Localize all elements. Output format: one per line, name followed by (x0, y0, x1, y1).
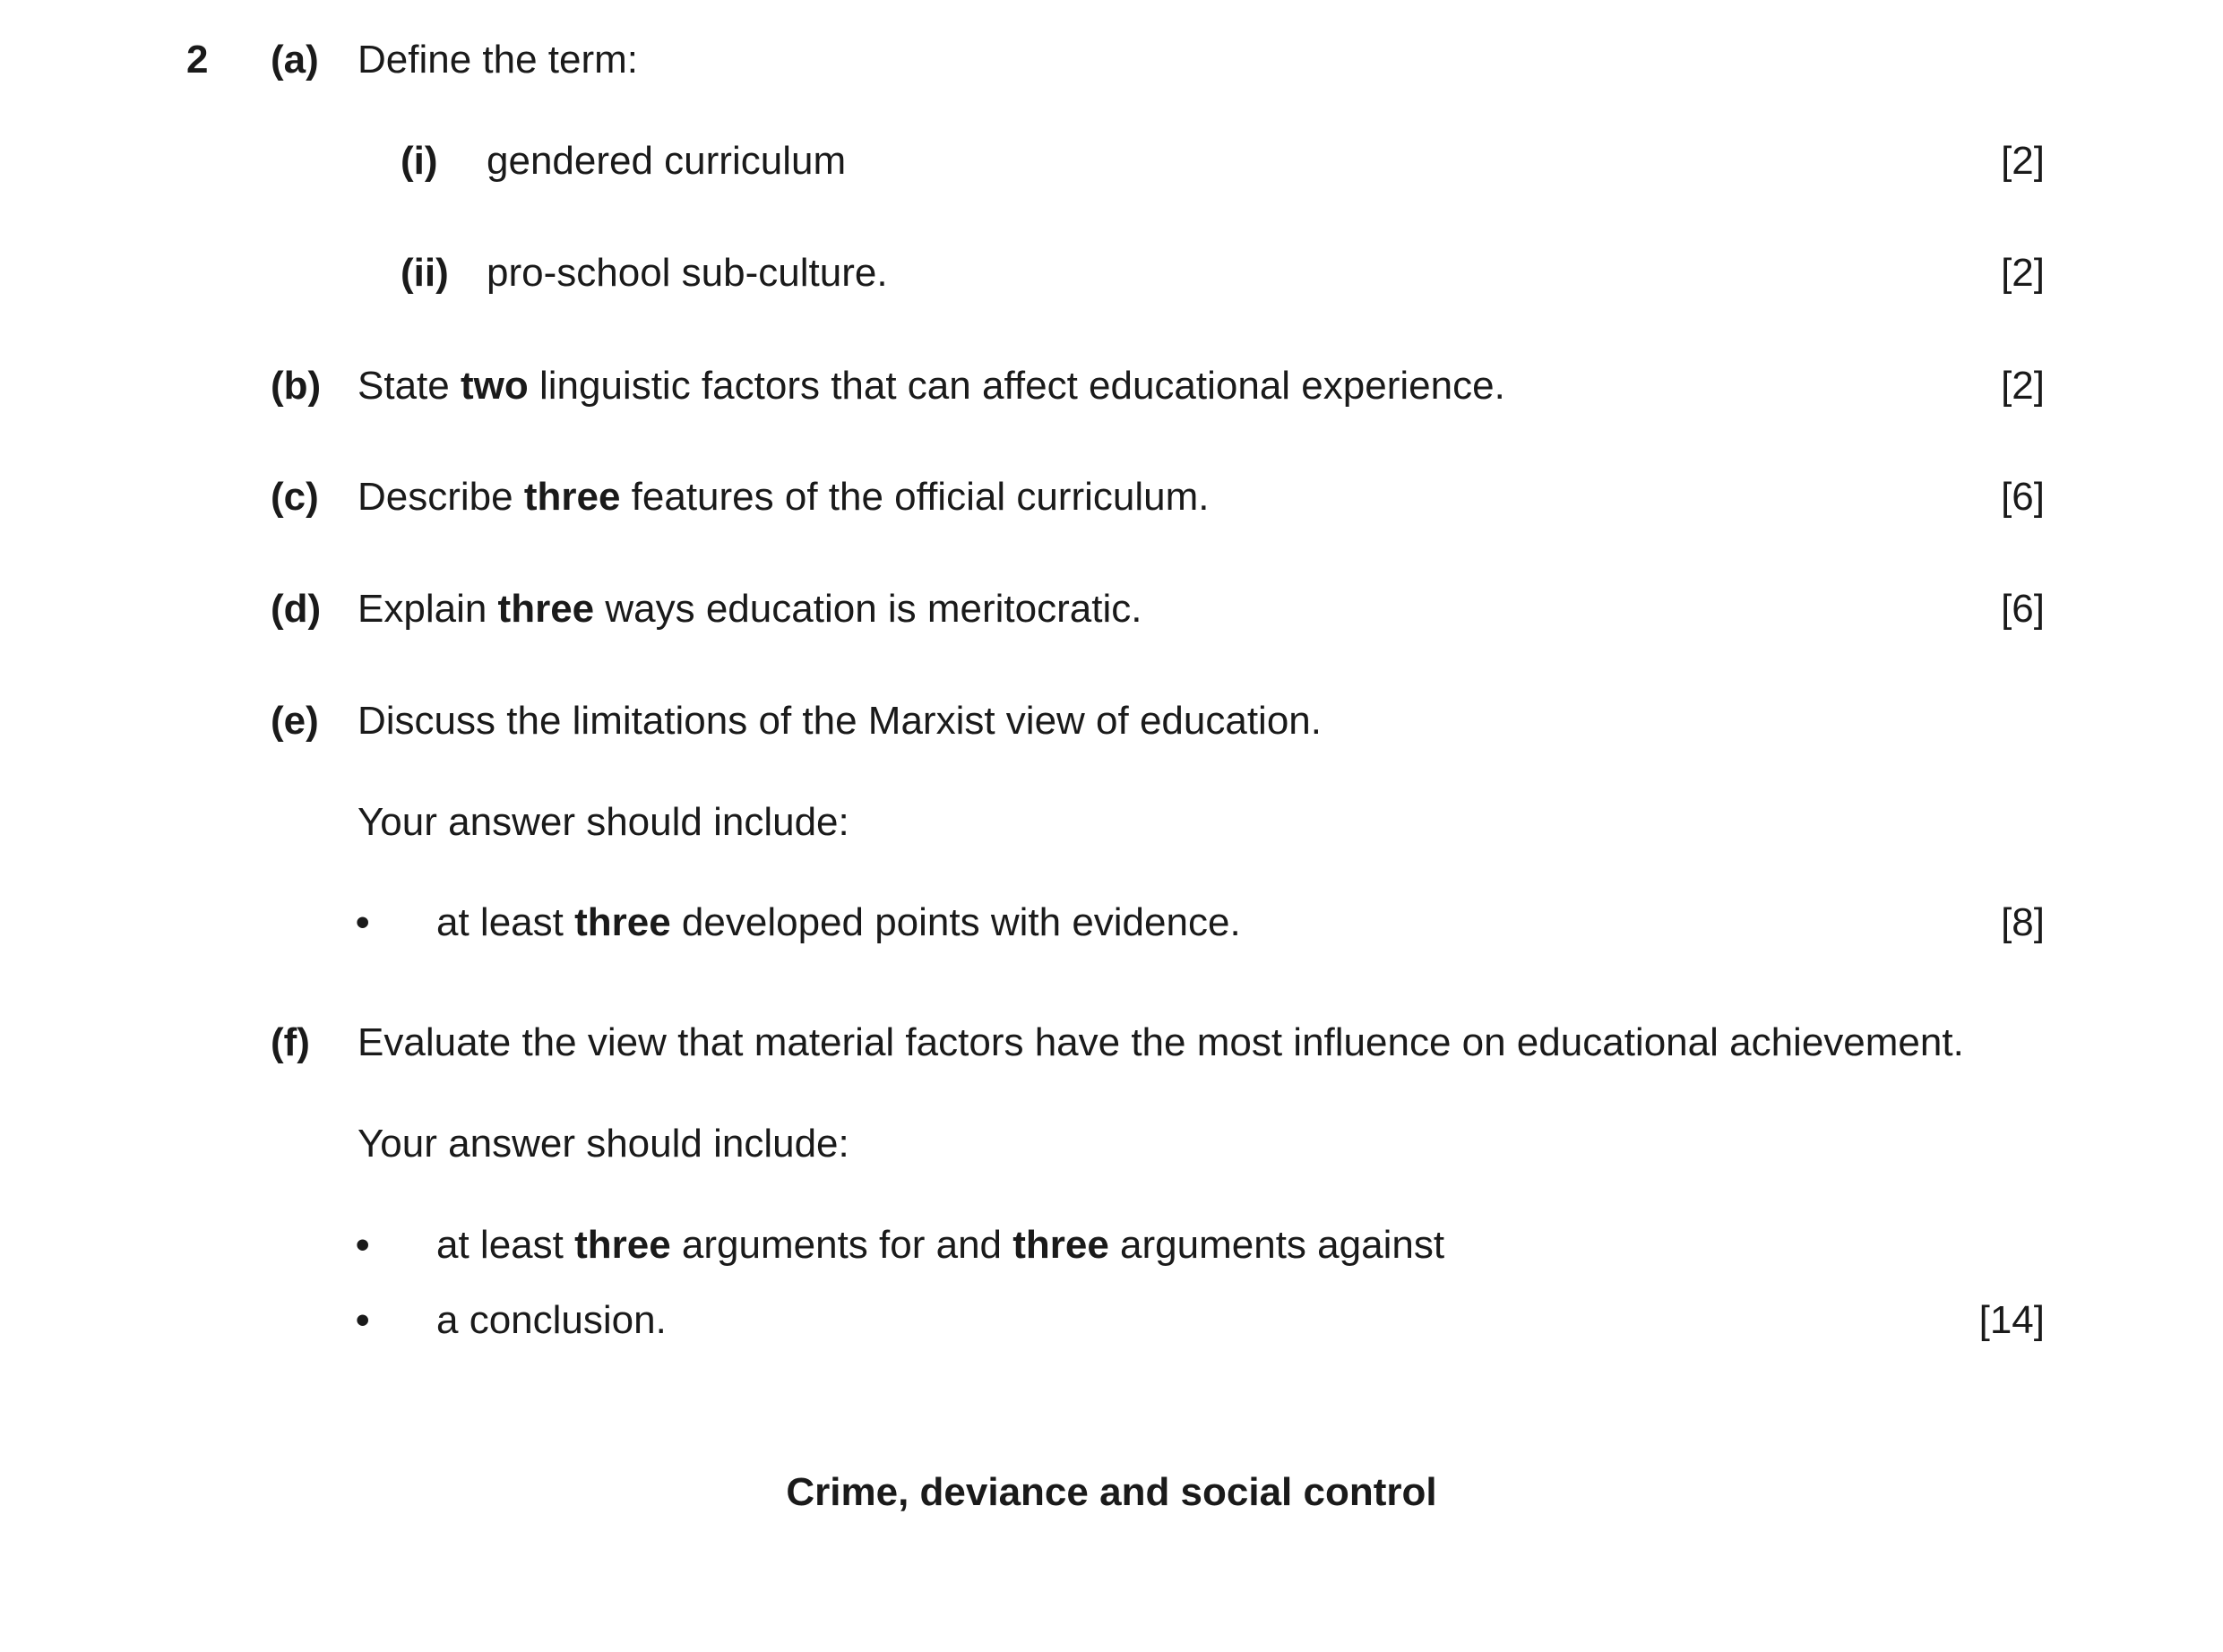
part-c-text-pre: Describe (358, 475, 524, 519)
part-a-i-marks: [2] (2001, 139, 2045, 183)
part-d-text-post: ways education is meritocratic. (594, 587, 1142, 631)
part-d-text (358, 589, 1142, 629)
section-heading: Crime, deviance and social control (786, 1470, 1437, 1514)
part-b-label: (b) (271, 364, 322, 408)
part-f-bullet-1-post: arguments against (1108, 1223, 1445, 1267)
part-d-text-pre: Explain (358, 587, 498, 631)
part-e-label: (e) (271, 699, 319, 743)
part-e-marks: [8] (2001, 900, 2045, 944)
part-f-include: Your answer should include: (358, 1122, 849, 1166)
part-a-i-text: gendered curriculum (487, 139, 847, 183)
part-e-bullet-1 (436, 900, 1241, 944)
part-e-bullet-1-post: developed points with evidence. (670, 900, 1241, 944)
part-f-bullet-1-pre: at least (436, 1223, 575, 1267)
part-b-text-pre: State (358, 364, 461, 408)
part-c-text-bold: three (523, 475, 621, 519)
part-c-label: (c) (271, 475, 319, 519)
part-f-bullet-2-glyph: • (356, 1298, 370, 1342)
part-f-bullet-1-bold2: three (1012, 1223, 1109, 1267)
part-f-marks: [14] (1978, 1298, 2045, 1342)
part-a-ii-text: pro-school sub-culture. (487, 251, 888, 295)
part-f-bullet-1 (436, 1223, 1445, 1267)
part-d-label: (d) (271, 587, 322, 631)
part-c-text-post: features of the official curriculum. (620, 475, 1210, 519)
part-e-bullet-1-glyph: • (356, 900, 370, 944)
part-c-marks: [6] (2001, 475, 2045, 519)
part-b-text (358, 366, 1505, 406)
part-c-text (358, 475, 1210, 519)
part-a-text: Define the term: (358, 38, 639, 82)
part-b-text-post: linguistic factors that can affect educational experience. (528, 364, 1505, 408)
part-a-label: (a) (271, 38, 319, 82)
part-a-ii-label: (ii) (401, 251, 449, 295)
part-f-bullet-1-glyph: • (356, 1223, 370, 1267)
part-f-bullet-1-bold1: three (574, 1223, 671, 1267)
part-d-marks: [6] (2001, 587, 2045, 631)
part-a-ii-marks: [2] (2001, 251, 2045, 295)
part-f-label: (f) (271, 1020, 310, 1064)
part-f-bullet-2: a conclusion. (436, 1298, 667, 1342)
part-b-text-bold: two (460, 364, 529, 408)
question-number: 2 (186, 38, 209, 82)
part-e-bullet-1-bold: three (574, 900, 671, 944)
part-e-text: Discuss the limitations of the Marxist view of education. (358, 699, 1323, 743)
part-b-marks: [2] (2001, 364, 2045, 408)
part-f-text: Evaluate the view that material factors have the most influence on educational achievement. (358, 1020, 1964, 1064)
part-e-bullet-1-pre: at least (436, 900, 575, 944)
part-a-i-label: (i) (401, 139, 438, 183)
part-f-bullet-1-mid: arguments for and (670, 1223, 1013, 1267)
part-d-text-bold: three (497, 587, 595, 631)
part-e-include: Your answer should include: (358, 800, 849, 844)
